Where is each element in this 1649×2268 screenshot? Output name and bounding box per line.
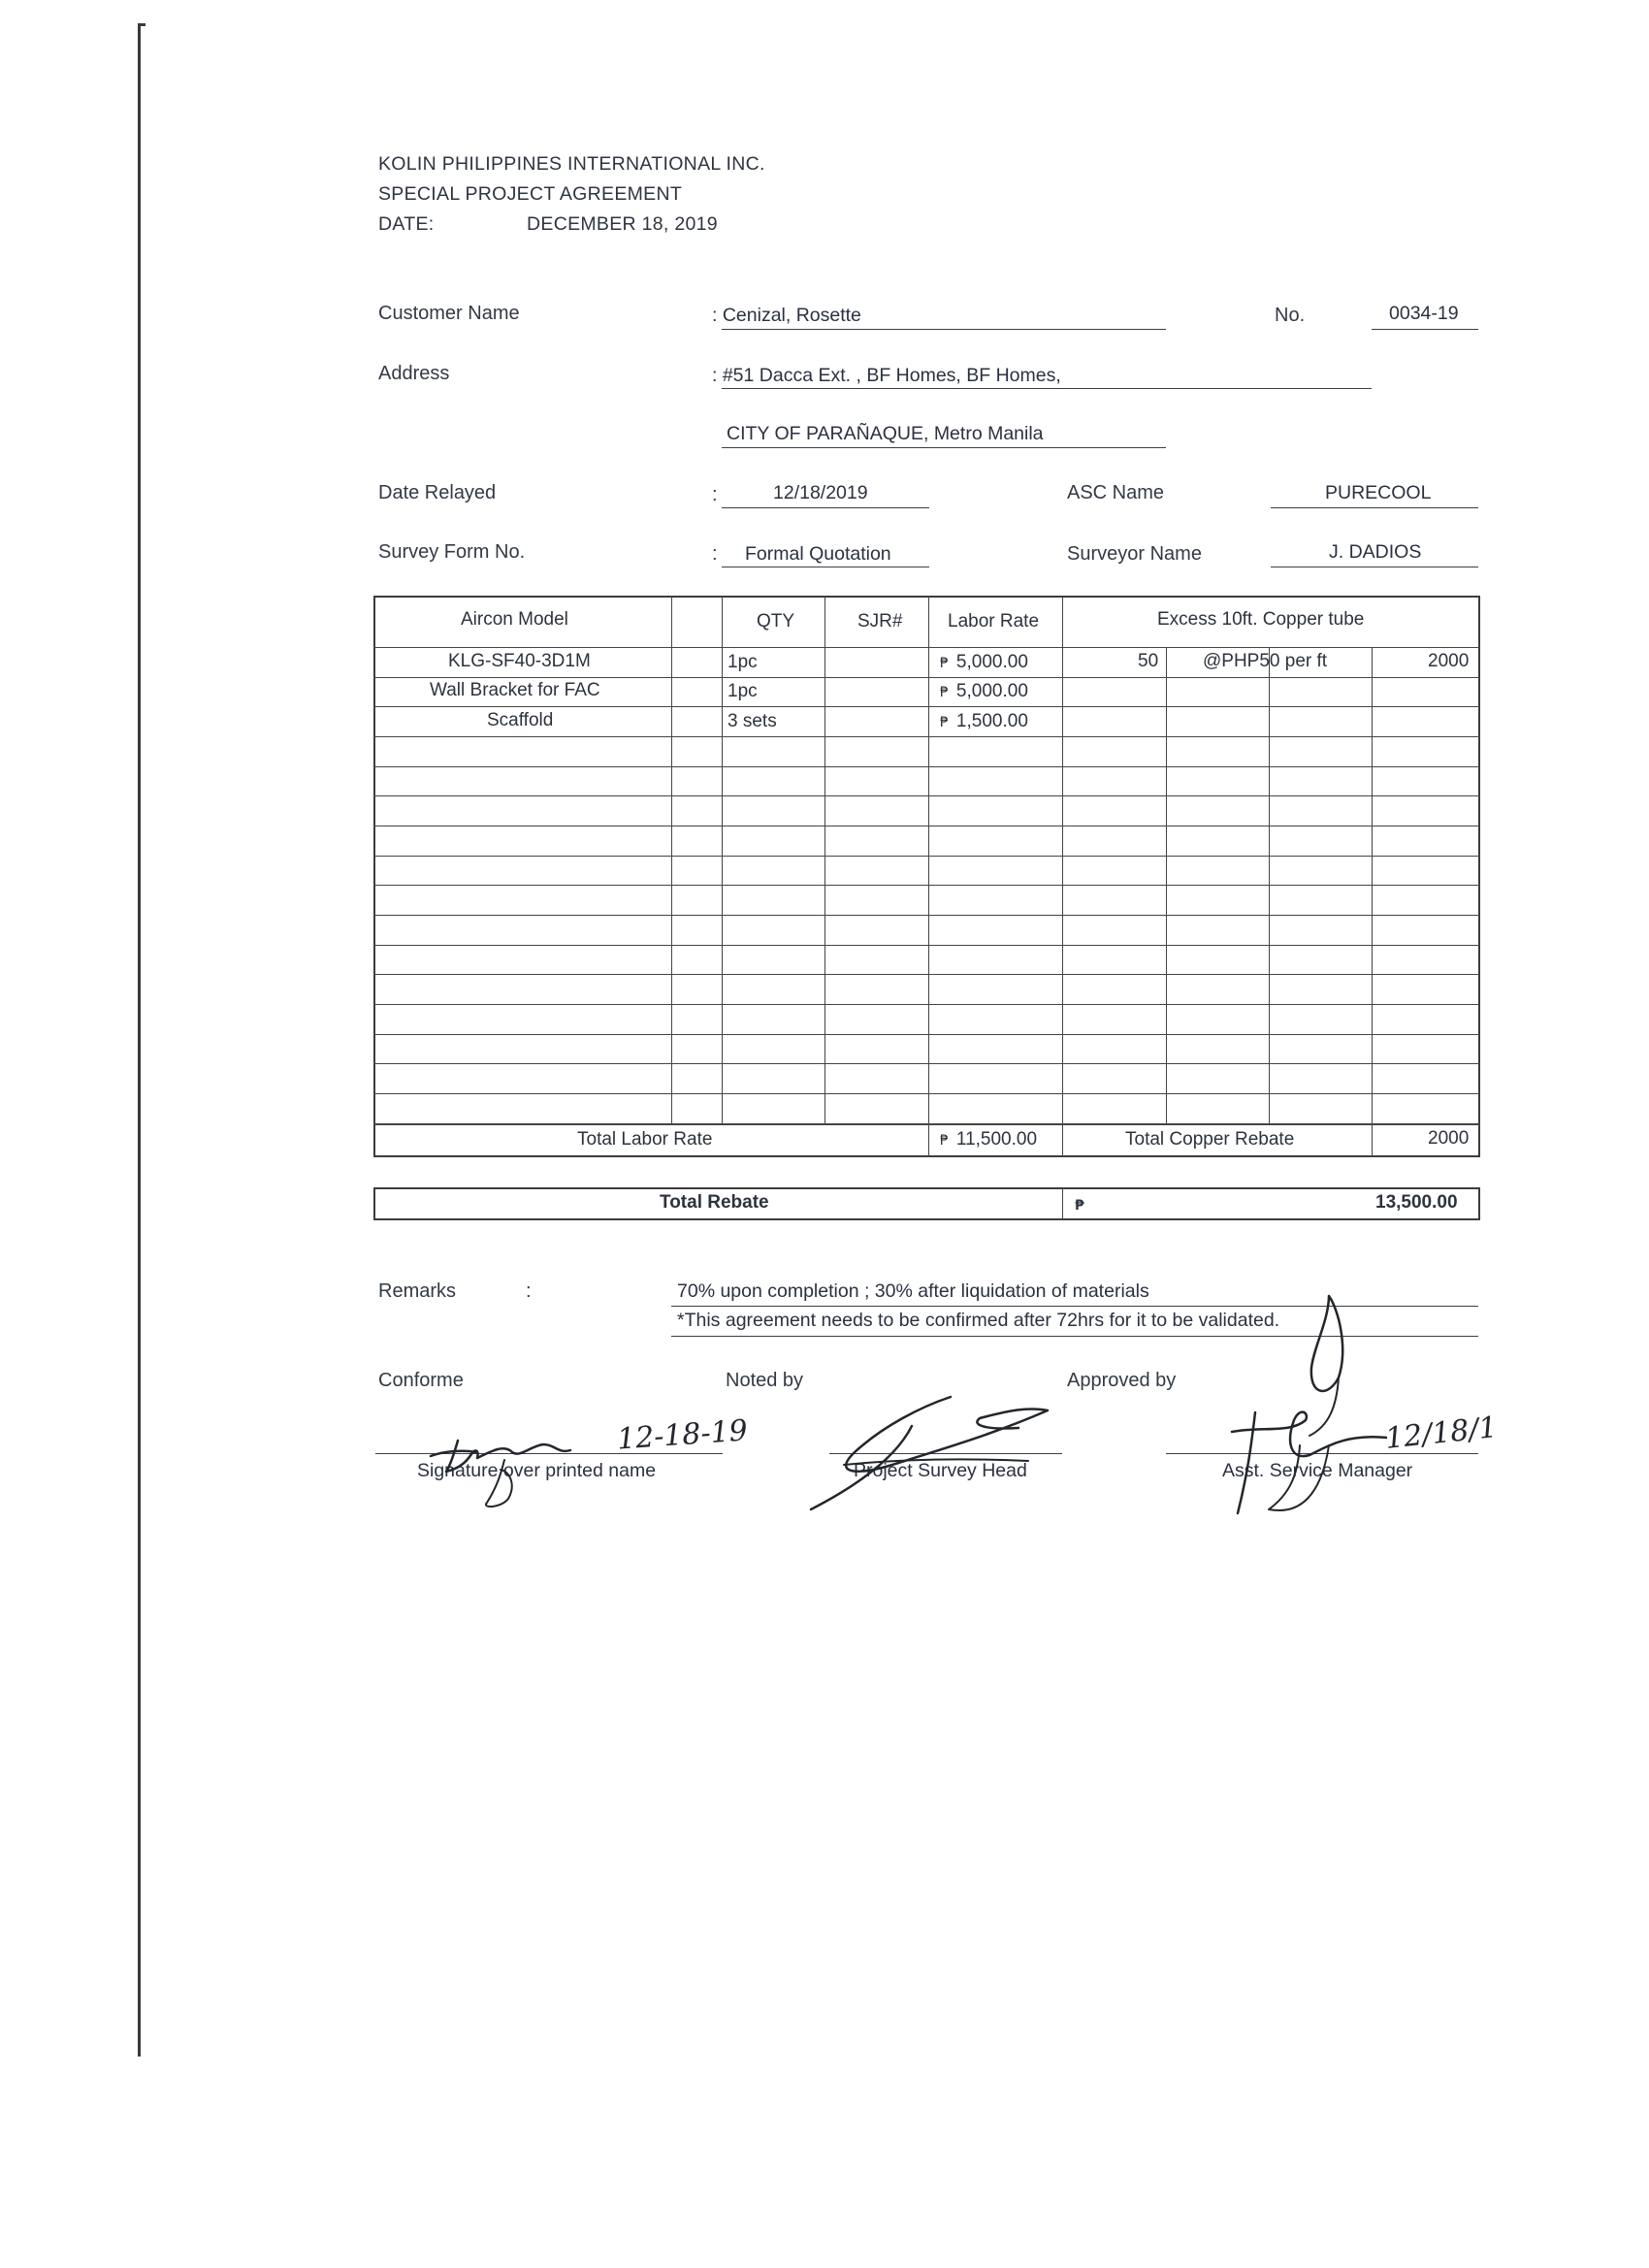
approved-signature bbox=[1193, 1290, 1387, 1523]
conforme-label: Conforme bbox=[378, 1370, 464, 1391]
peso-symbol: ₱ bbox=[940, 715, 949, 730]
total-copper-value: 2000 bbox=[1428, 1128, 1470, 1149]
conforme-handwritten-date: 12-18-19 bbox=[615, 1413, 749, 1457]
noted-caption: Project Survey Head bbox=[854, 1460, 1027, 1481]
table-row-3-qty: 3 sets bbox=[728, 711, 777, 731]
surveyor-name-value: J. DADIOS bbox=[1329, 541, 1422, 563]
asc-name-label: ASC Name bbox=[1067, 482, 1165, 503]
noted-signature bbox=[805, 1368, 1067, 1513]
header-labor-rate: Labor Rate bbox=[948, 611, 1040, 632]
date-relayed-label: Date Relayed bbox=[378, 482, 497, 503]
address-line-1-underline bbox=[722, 388, 1372, 389]
customer-name-label: Customer Name bbox=[378, 303, 520, 324]
remarks-colon: : bbox=[526, 1280, 532, 1302]
conforme-signature bbox=[407, 1411, 621, 1518]
survey-form-value: Formal Quotation bbox=[745, 543, 891, 565]
number-underline bbox=[1372, 329, 1478, 330]
binding-edge bbox=[138, 25, 141, 2057]
table-row-2-labor: ₱ 5,000.00 bbox=[940, 681, 1028, 701]
table-row-2-qty: 1pc bbox=[728, 681, 758, 701]
surveyor-name-label: Surveyor Name bbox=[1067, 543, 1202, 565]
peso-symbol: ₱ bbox=[1075, 1198, 1084, 1214]
date-relayed-colon: : bbox=[712, 484, 718, 505]
peso-symbol: ₱ bbox=[940, 1133, 949, 1149]
table-row-2-model: Wall Bracket for FAC bbox=[430, 680, 600, 700]
survey-form-label: Survey Form No. bbox=[378, 541, 526, 563]
table-row-1-labor: ₱ 5,000.00 bbox=[940, 652, 1028, 672]
approved-by-label: Approved by bbox=[1067, 1370, 1177, 1391]
total-labor-label: Total Labor Rate bbox=[577, 1129, 713, 1150]
remarks-label: Remarks bbox=[378, 1280, 457, 1302]
peso-symbol: ₱ bbox=[940, 656, 949, 671]
asc-name-underline bbox=[1271, 507, 1478, 508]
header-qty: QTY bbox=[757, 611, 795, 632]
table-row-1-rate: @PHP50 per ft bbox=[1203, 651, 1328, 671]
total-rebate-box bbox=[373, 1187, 1480, 1220]
noted-by-label: Noted by bbox=[726, 1370, 804, 1391]
total-copper-label: Total Copper Rebate bbox=[1125, 1129, 1295, 1150]
table-row-1-model: KLG-SF40-3D1M bbox=[448, 651, 591, 671]
date-relayed-value: 12/18/2019 bbox=[773, 482, 868, 503]
total-rebate-currency bbox=[1075, 1194, 1092, 1215]
remarks-line-2: *This agreement needs to be confirmed after 72hrs for it to be validated. bbox=[677, 1310, 1280, 1331]
asc-name-value: PURECOOL bbox=[1325, 482, 1432, 503]
approved-handwritten-date: 12/18/1 bbox=[1383, 1410, 1500, 1456]
conforme-caption: Signature over printed name bbox=[417, 1460, 657, 1481]
header-aircon-model: Aircon Model bbox=[461, 609, 568, 630]
number-value: 0034-19 bbox=[1389, 303, 1459, 324]
address-line-2-underline bbox=[722, 447, 1166, 448]
peso-symbol: ₱ bbox=[940, 685, 949, 700]
total-labor-value: ₱ 11,500.00 bbox=[940, 1129, 1038, 1150]
remarks-line-1: 70% upon completion ; 30% after liquidation of materials bbox=[677, 1280, 1149, 1302]
total-rebate-value: 13,500.00 bbox=[1375, 1192, 1458, 1213]
customer-name-value: : Cenizal, Rosette bbox=[712, 305, 861, 326]
company-name: KOLIN PHILIPPINES INTERNATIONAL INC. bbox=[378, 153, 765, 175]
approved-caption: Asst. Service Manager bbox=[1222, 1460, 1413, 1481]
header-copper-tube: Excess 10ft. Copper tube bbox=[1157, 609, 1365, 630]
table-row-1-amount: 2000 bbox=[1428, 651, 1470, 671]
date-label: DATE: bbox=[378, 213, 435, 235]
table-row-3-model: Scaffold bbox=[487, 710, 554, 730]
address-line-2: CITY OF PARAÑAQUE, Metro Manila bbox=[727, 423, 1044, 444]
document-title: SPECIAL PROJECT AGREEMENT bbox=[378, 183, 683, 205]
number-label: No. bbox=[1275, 305, 1306, 326]
date-relayed-underline bbox=[722, 507, 929, 508]
date-value: DECEMBER 18, 2019 bbox=[527, 213, 718, 235]
customer-name-underline bbox=[722, 329, 1166, 330]
table-row-1-qty: 1pc bbox=[728, 652, 758, 672]
address-line-1: : #51 Dacca Ext. , BF Homes, BF Homes, bbox=[712, 365, 1061, 386]
header-sjr: SJR# bbox=[857, 611, 903, 632]
table-row-1-feet: 50 bbox=[1138, 651, 1159, 671]
address-label: Address bbox=[378, 363, 450, 384]
survey-form-colon: : bbox=[712, 543, 718, 565]
total-rebate-label: Total Rebate bbox=[660, 1192, 769, 1213]
table-row-3-labor: ₱ 1,500.00 bbox=[940, 711, 1028, 731]
